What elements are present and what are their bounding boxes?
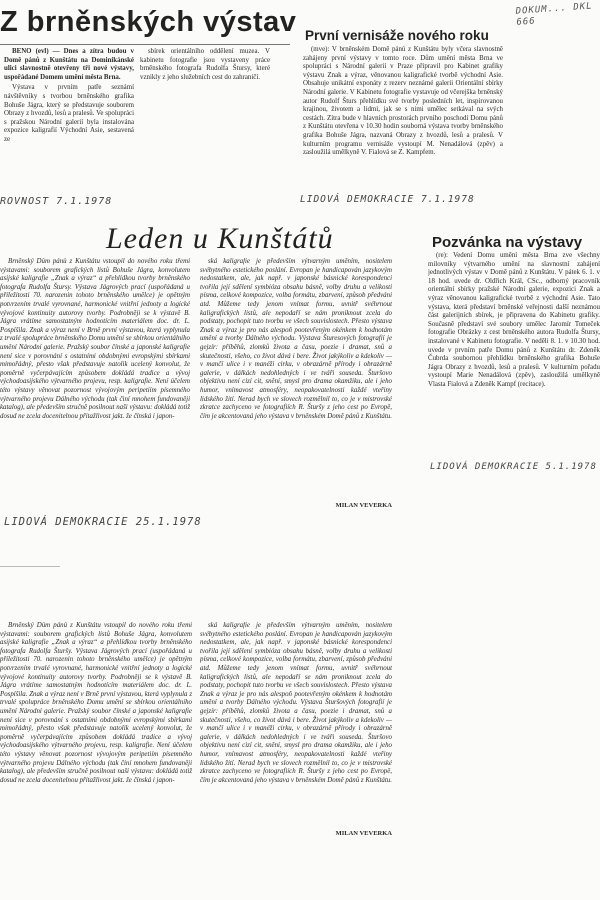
clip5-col1: Brněnský Dům pánů z Kunštátu vstoupil do nového roku třemi výstavami: souborem grafických listů Bohuše Jágra, konvolutem asijské kaligrafie „Znak a výraz“ a přehlídkou tvorby brněnského fotografa Rudolfa Šturšy. Výstava Jágrových prací (uspořádaná u příležitosti 70. narozenin tohoto brněnského umělce) je opětným potvrzením trvalé vyrovnané, harmonické vnitřní jednoty a logické vývojové kontinuity autorovy tvorby. Podrobněji se k výstavě B. Jágra vrátíme samostatným hodnotícím materiálem doc. dr. L. Pospíšila. Znak a výraz není v Brně první výstavou, která vyplynula z trvalé spolupráce brněnského Domu umění se sbírkou orientálního umění Národní galerie. Pražský soubor čínské a japonské kaligrafie není sice v porovnání s ostatními obdobnými evropskými sbírkami mimořádný, přesto však představuje natolik ucelený konvolut, že poměrně vyčerpávajícím způsobem dokládá tradice a vývoj východoasijského výtvarného projevu, resp. kaligrafie. Není účelem této výstavy věnovat pozornost vývojovým peripetiím písemného výtvarného projevu Dálného východu (tak činí mnohem fundovaněji katalog), ale především stručně posilnout naši výstavu: dokládá totiž dosud ne zcela docenitelnou přitažlivost jakt. že čínská i japon- [0,622,192,784]
clip5-signature: MILAN VEVERKA [335,830,392,837]
clip3-signature: MILAN VEVERKA [335,502,392,509]
clip4-heading: Pozvánka na výstavy [432,234,583,251]
clip1-heading: Z brněnských výstav [0,6,297,38]
clip4-body: (re): Vedení Domu umění města Brna zve všechny milovníky výtvarného umění na slavnostní zahájení jednotlivých výstav v Domě pánů z Kunštátu. V pátek 6. 1. v 18 hod. uvede dr. Oldřich Král, CSc., odborný pracovník orientální sbírky pražské Národní galerie, expozici Znak a výraz věnovanou kaligrafické tvorbě z východní Asie. Tato výstava, která představí brněnské veřejnosti další neznámou část galerijních sbírek, je připravena do Kabinetu grafiky. Současně představí své soubory umělec Jaromír Tomeček fotografie Obrázky z cest brněnského autora Rudolfa Štursy, instalované v Kabinetu fotografie. V neděli 8. 1. v 10.30 hod. uvede v prvním patře Domu pánů z Kunštátu dr. Zdeněk Čubrda soubornou přehlídku brněnského grafika Bohuše Jágra Obrazy z hvozdů, lesů a pralesů. V kulturním pořadu vystoupí Marie Nenadálová (zpěv), zasloužilá umělkyně Vlasta Fialová a Zdeněk Kampf (recitace). [428,252,600,388]
clip5-col2: ská kaligrafie je především výtvarným uměním, nositelem svébytného estetického poslání. Evropan je handicapován jazykovým nedostatkem, ale, jak např. v japonské básnické korespondenci tvořila její sdělení symbióza obsahu básně, volby druhu a velikosti písma, celkové kompozice, volba formátu, zbarvení, způsob předvání atd. Můžeme tedy jenom vnímat formu, uvnitř svéhrnout kaligrafických listů, ale nepodaří se nám proniknout zcela do podstaty, pochopit tuto tvorbu ve všech souvislostech. Přesto výstava Znak a výraz je pro nás alespoň pootevřeným okénkem k hodnotám umění a tvorby Dálného východu. Výstava Šturšových fotografií je gejzír: příběhů, zlomků života a času, poezie i dramat, snů a skutečnosti, všeho, co život dává i bere. Život jakýkoliv a kdekoliv — v mančí ulice i v manéži cirku, v obrazárně přírody i obrazárně galerie, v dálkách nedohledných i ve tváři souseda. Šturšovo objektivu není cizí cit, snění, smysl pro drama okamžiku, ale i jeho humor, vnímavost atmosféry, neopakovatelnosti každé vteřiny lidského žití. Nerad bych ve slovech rozmělnil to, co je v mistrovské zkratce zachyceno ve fotografiích R. Šturšy z jeho cest po Evropě, čím je akcentovaná jeho výstava v brněnském Domě pánů z Kunštátu. [200,622,392,784]
clip3-source-note: LIDOVÁ DEMOKRACIE 25.1.1978 [4,516,202,528]
clip5-column-right [200,622,392,824]
clip3-col2: ská kaligrafie je především výtvarným uměním, nositelem svébytného estetického poslání. Evropan je handicapován jazykovým nedostatkem, ale, jak např. v japonské básnické korespondenci tvořila její sdělení symbióza obsahu básně, volby druhu a velikosti písma, celkové kompozice, volba formátu, zbarvení, způsob předvání atd. Můžeme tedy jenom vnímat formu, uvnitř svéhrnout kaligrafických listů, ale nepodaří se nám proniknout zcela do podstaty, pochopit tuto tvorbu ve všech souvislostech. Přesto výstava Znak a výraz je pro nás alespoň pootevřeným okénkem k hodnotám umění a tvorby Dálného východu. Výstava Šturesových fotografií je gejzír: příběhů, zlomků života a času, poezie i dramat, snů a skutečnosti, všeho, co život dává i bere. Život jakýkoliv a kdekoliv — v mančí ulice i v manéži cirku, v obrazárně přírody i obrazárně galerie, v dálkách nedohledných i ve tváři souseda. Šturšovo objektivu není cizí cit, snění, smysl pro drama okamžiku, ale i jeho humor, vnímavost atmosféry, neopakovatelnosti každé vteřiny lidského žití. Nerad bych ve slovech rozmělnil to, co je v mistrovské zkratce zachyceno ve fotografiích R. Šturšy z jeho cest po Evropě, čím je akcentovaná jeho výstava v brněnském Domě pánů z Kunštátu. [200,258,392,420]
clip2-body-block [303,46,503,191]
clip3-col1: Brněnský Dům pánů z Kunštátu vstoupil do nového roku třemi výstavami: souborem grafických listů Bohuše Jágra, konvolutem asijské kaligrafie „Znak a výraz“ a přehlídkou tvorby brněnského fotografa Rudolfa Štursy. Výstava Jágrových prací (uspořádaná u příležitosti 70. narozenin tohoto brněnského umělce) je opětným potvrzením trvalé vyrovnané, harmonické vnitřní jednoty a logické vývojové kontinuity autorovy tvorby. Podrobněji se k výstavě B. Jágra vrátíme samostatným hodnotícím materiálem doc. dr. L. Pospíšila. Znak a výraz není v Brně první výstavou, která vyplynula z trvalé spolupráce brněnského Domu umění se sbírkou orientálního umění Národní galerie. Pražský soubor čínské a japonské kaligrafie není sice v porovnání s ostatními obdobnými evropskými sbírkami mimořádný, přesto však představuje natolik ucelený konvolut, že poměrně vyčerpávajícím způsobem dokládá tradice a vývoj východoasijského výtvarného projevu, resp. kaligrafie. Není účelem této výstavy věnovat pozornost vývojovým peripetiím písemného výtvarného projevu Dálného východu (tak činí mnohem fundovaněji katalog), ale především stručně posilnout naši výstavu: dokládá totiž dosud ne zcela docenitelnou přitažlivost jakt. že čínská i japon- [0,258,190,420]
mid-divider [0,566,60,567]
clip1-body: Výstava v prvním patře seznámí návštěvníky s tvorbou brněnského grafika Bohuše Jágra, který se představuje souborem Obrazy z hvozdů, lesů a pralesů. Ve spolupráci s pražskou Národní galerií byla instalována expozice kaligrafií Východní Asie, sestavená ze [4,84,134,143]
clip4-source-note: LIDOVÁ DEMOKRACIE 5.1.1978 [430,462,597,472]
clip1-column-right [140,48,270,148]
clip2-body: (mve): V brněnském Domě pánů z Kunštátu byly včera slavnostně zahájeny první výstavy v tomto roce. Dům umění města Brna ve spolupráci s Národní galerií v Praze připravil pro Kabinet grafiky výstavu Znak a výraz, věnovanou kaligrafické tvorbě východní Asie. Obsahuje unikátní exponáty z rezerv neznámé galerii Orientální sbírky Národní galerie. V Kabinetu fotografie vystavuje od včerejška brněnský autor Rudolf Šturs přehlídku své tvorby posledních let, inspirovanou krajinou, životem a lidmi, jak se s nimi umělec setkával na svých cestách. Zítra bude v hlavních prostorách prvního poschodí Domu pánů z Kunštátu otevřena v 10.30 hodin souborná výstava tvorby brněnského grafika Bohuše Jágra, nazvaná Obrazy z hvozdů, lesů a pralesů. V kulturním programu vernisáže vystoupí M. Nenadálová (zpěv) a zasloužilá umělkyně V. Fialová se Z. Kampfem. [303,46,503,157]
clip2-heading: První vernisáže nového roku [305,28,489,43]
clip1-column-left [4,48,134,208]
clip1-col2: sbírek orientálního oddělení muzea. V kabinetu fotografie jsou vystaveny práce brněnského fotografa Rudolfa Štursy, které vznikly z jeho služebních cest do zahraničí. [140,48,270,81]
clip5-column-left [0,622,192,832]
archive-stamp: DOKUM... DKL 666 [515,1,593,28]
clip1-divider [0,44,290,45]
clip1-lead: BENO (evl) — Dnes a zítra budou v Domě pánů z Kunštátu na Dominikánské ulici slavnostně otevřeny tři nové výstavy, uspořádané Domem umění města Brna. [4,48,134,81]
clip3-column-right [200,258,392,498]
clip2-source-note: LIDOVÁ DEMOKRACIE 7.1.1978 [300,194,475,205]
clip1-source-note: ROVNOST 7.1.1978 [0,196,113,207]
clip4-body-block [428,252,600,460]
clip3-heading: Leden u Kunštátů [106,222,334,255]
clip3-column-left [0,258,190,506]
